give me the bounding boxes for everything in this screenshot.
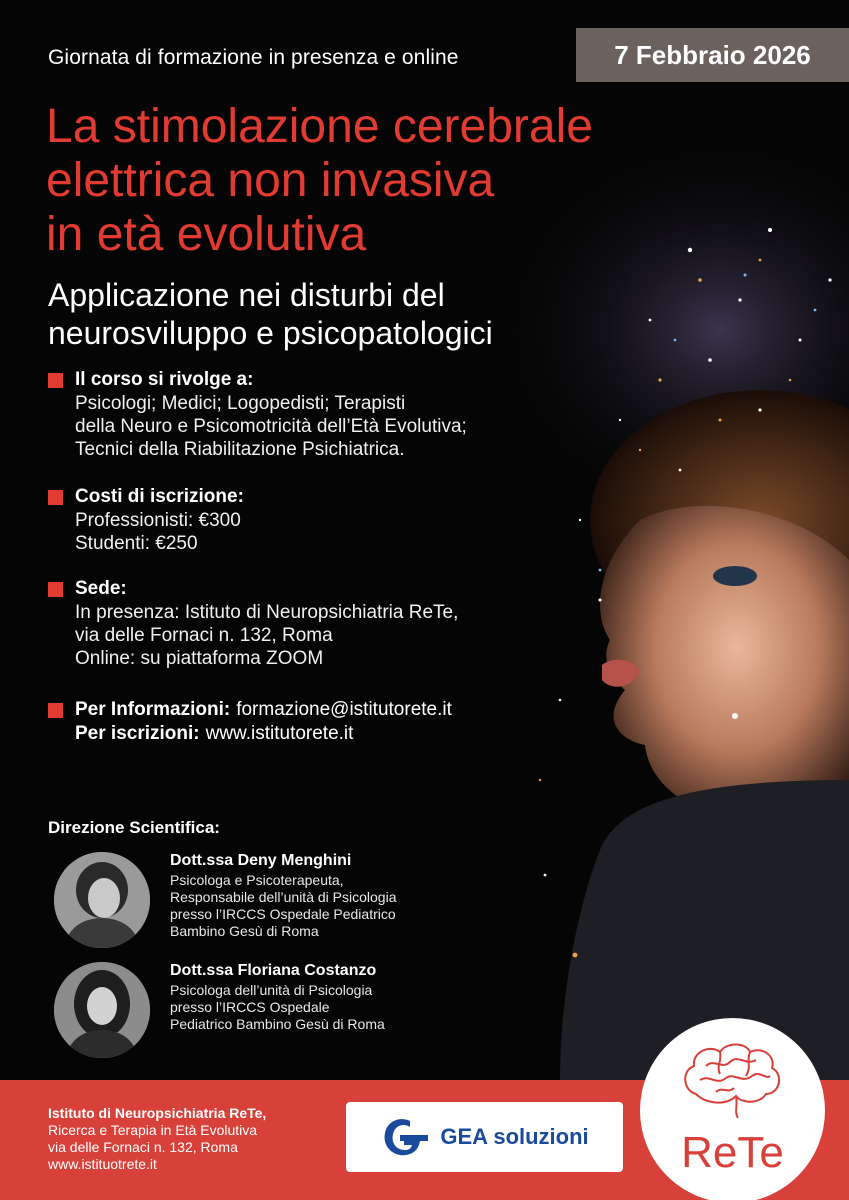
person-photo-icon (54, 962, 150, 1058)
costs-heading: Costi di iscrizione: (75, 486, 244, 507)
subtitle-line: Applicazione nei disturbi del (48, 277, 445, 313)
audience-section (48, 368, 568, 461)
person-description (170, 982, 385, 1033)
subtitle-line: neurosviluppo e psicopatologici (48, 315, 493, 351)
person-desc-line: presso l’IRCCS Ospedale (170, 999, 330, 1015)
title-line: in età evolutiva (46, 208, 367, 261)
title-line: La stimolazione cerebrale (46, 100, 593, 153)
person-name: Dott.ssa Deny Menghini (170, 852, 352, 869)
rete-logo (640, 1018, 825, 1200)
venue-heading: Sede: (75, 578, 127, 599)
sponsor-name: GEA soluzioni (440, 1124, 589, 1149)
person-desc-line: presso l’IRCCS Ospedale Pediatrico (170, 906, 396, 922)
venue-section (48, 577, 568, 670)
rete-logo-text: ReTe (681, 1128, 784, 1177)
person-card (54, 852, 514, 952)
square-bullet-icon (48, 703, 63, 718)
gea-logo-icon (380, 1115, 430, 1159)
footer-line: via delle Fornaci n. 132, Roma (48, 1139, 238, 1155)
direction-heading: Direzione Scientifica: (48, 818, 220, 837)
audience-line: Psicologi; Medici; Logopedisti; Terapisti (75, 393, 406, 414)
person-desc-line: Psicologa dell’unità di Psicologia (170, 982, 373, 998)
square-bullet-icon (48, 373, 63, 388)
person-photo-icon (54, 852, 150, 948)
person-card (54, 962, 514, 1062)
avatar (54, 962, 150, 1058)
info-label: Per Informazioni: (75, 699, 231, 720)
event-date: 7 Febbraio 2026 (614, 39, 811, 70)
cost-line: Professionisti: €300 (75, 510, 241, 531)
event-type: Giornata di formazione in presenza e online (48, 46, 459, 69)
person-desc-line: Psicologa e Psicoterapeuta, (170, 872, 344, 888)
costs-section (48, 485, 568, 555)
contacts-section (48, 698, 568, 746)
venue-line: In presenza: Istituto di Neuropsichiatria ReTe, (75, 602, 459, 623)
audience-line: Tecnici della Riabilitazione Psichiatrica. (75, 439, 405, 460)
person-desc-line: Responsabile dell’unità di Psicologia (170, 889, 397, 905)
subtitle (48, 276, 648, 352)
footer-line: Ricerca e Terapia in Età Evolutiva (48, 1122, 258, 1138)
avatar (54, 852, 150, 948)
audience-line: della Neuro e Psicomotricità dell’Età Evolutiva; (75, 416, 467, 437)
footer-website-link[interactable]: www.istituotrete.it (48, 1156, 157, 1172)
person-name: Dott.ssa Floriana Costanzo (170, 962, 377, 979)
date-badge (576, 28, 849, 82)
venue-line: via delle Fornaci n. 132, Roma (75, 625, 333, 646)
info-email-link[interactable]: formazione@istitutorete.it (236, 699, 452, 720)
square-bullet-icon (48, 490, 63, 505)
venue-line: Online: su piattaforma ZOOM (75, 648, 324, 669)
footer-address (48, 1105, 266, 1173)
cost-line: Studenti: €250 (75, 533, 198, 554)
person-description (170, 872, 396, 940)
title-line: elettrica non invasiva (46, 154, 495, 207)
brain-icon (676, 1036, 788, 1120)
signup-label: Per iscrizioni: (75, 723, 200, 744)
signup-website-link[interactable]: www.istitutorete.it (205, 723, 354, 744)
footer-institute-name: Istituto di Neuropsichiatria ReTe, (48, 1105, 267, 1121)
square-bullet-icon (48, 582, 63, 597)
person-desc-line: Bambino Gesù di Roma (170, 923, 319, 939)
audience-heading: Il corso si rivolge a: (75, 369, 254, 390)
main-title (46, 100, 826, 262)
sponsor-logo (346, 1102, 623, 1172)
person-desc-line: Pediatrico Bambino Gesù di Roma (170, 1016, 385, 1032)
